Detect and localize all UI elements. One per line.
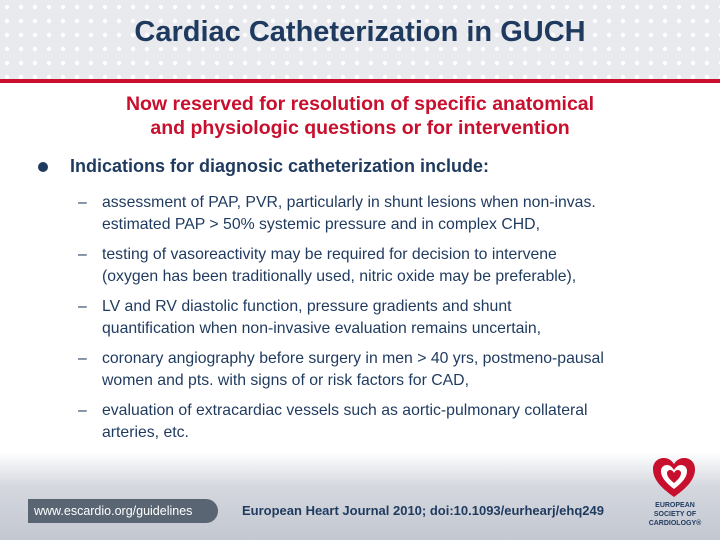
footer-band xyxy=(0,452,720,540)
logo-wordmark xyxy=(640,501,710,528)
indication-list xyxy=(78,192,693,452)
dash-icon: – xyxy=(78,298,87,315)
list-item-line: estimated PAP > 50% systemic pressure and in complex CHD, xyxy=(102,216,540,233)
logo-text-line: CARDIOLOGY® xyxy=(648,520,702,527)
list-item xyxy=(78,348,693,392)
dash-icon: – xyxy=(78,194,87,211)
list-item xyxy=(78,400,693,444)
list-item-line: LV and RV diastolic function, pressure gradients and shunt xyxy=(102,298,512,315)
list-item-line: evaluation of extracardiac vessels such as aortic-pulmonary collateral xyxy=(102,402,588,419)
subtitle-line: Now reserved for resolution of specific anatomical xyxy=(125,93,595,115)
bullet-dot-icon xyxy=(38,162,48,172)
slide-subtitle xyxy=(60,92,660,140)
journal-citation: European Heart Journal 2010; doi:10.1093/eurhearj/ehq249 xyxy=(242,503,604,518)
dash-icon: – xyxy=(78,402,87,419)
list-item-line: women and pts. with signs of or risk factors for CAD, xyxy=(102,372,469,389)
logo-text-line: SOCIETY OF xyxy=(653,511,697,518)
list-item-line: arteries, etc. xyxy=(102,424,189,441)
logo-text-line: EUROPEAN xyxy=(655,502,695,509)
list-item-line: coronary angiography before surgery in men > 40 yrs, postmeno-pausal xyxy=(102,350,604,367)
bullet-text: Indications for diagnosic catheterization include: xyxy=(70,156,490,176)
guidelines-link[interactable]: www.escardio.org/guidelines xyxy=(28,499,218,523)
list-item-line: (oxygen has been traditionally used, nitric oxide may be preferable), xyxy=(102,268,577,285)
list-item-line: quantification when non-invasive evaluation remains uncertain, xyxy=(102,320,542,337)
list-item xyxy=(78,244,693,288)
heart-logo-icon xyxy=(650,455,698,501)
esc-logo xyxy=(640,455,710,535)
title-divider xyxy=(0,79,720,83)
list-item xyxy=(78,192,693,236)
list-item-line: assessment of PAP, PVR, particularly in shunt lesions when non-invas. xyxy=(102,194,596,211)
list-item-line: testing of vasoreactivity may be required for decision to intervene xyxy=(102,246,557,263)
list-item xyxy=(78,296,693,340)
slide-title: Cardiac Catheterization in GUCH xyxy=(134,16,586,48)
subtitle-line: and physiologic questions or for intervention xyxy=(150,117,570,139)
dash-icon: – xyxy=(78,350,87,367)
dash-icon: – xyxy=(78,246,87,263)
